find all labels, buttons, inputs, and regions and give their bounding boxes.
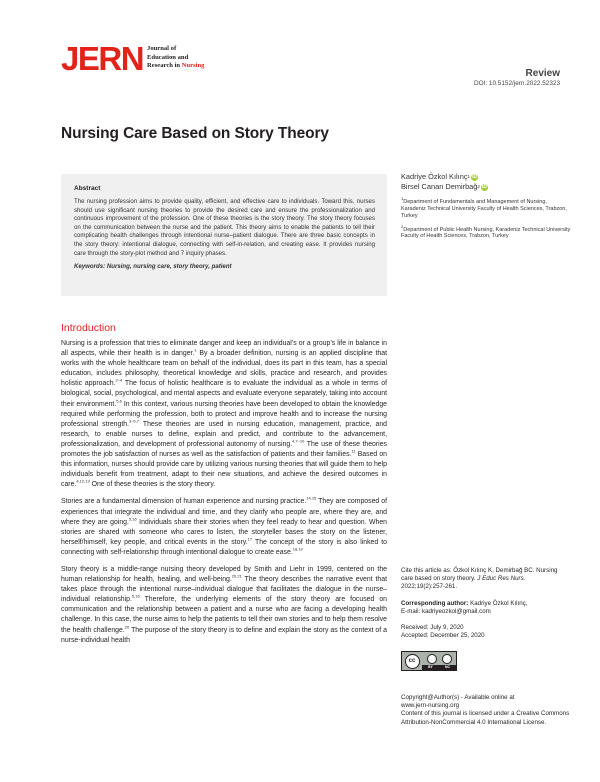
citation-ref[interactable]: 2–4 bbox=[115, 378, 123, 384]
dates-block bbox=[401, 624, 571, 640]
journal-name-line3: Research in Nursing bbox=[147, 62, 205, 70]
citation-block: Cite this article as: Özkol Kılınç K, Demirbağ BC. Nursing care based on story theory. J Educ Res Nurs. 2022;19(2):257-261. bbox=[401, 567, 558, 591]
section-heading-introduction: Introduction bbox=[61, 322, 116, 334]
cc-by-label: BY bbox=[428, 665, 433, 669]
journal-name-line1: Journal of bbox=[147, 45, 177, 52]
article-title: Nursing Care Based on Story Theory bbox=[61, 125, 329, 142]
journal-name-accent: Nursing bbox=[181, 62, 205, 70]
author-name: Birsel Canan Demirbağ bbox=[401, 182, 478, 191]
citation-ref[interactable]: 4,7–10 bbox=[292, 438, 305, 444]
website-link[interactable]: www.jern-nursing.org bbox=[401, 702, 460, 710]
citation-ref[interactable]: 20,21 bbox=[231, 573, 242, 579]
abstract-box bbox=[61, 174, 387, 296]
cc-license-badge[interactable] bbox=[401, 651, 457, 671]
citation-ref[interactable]: 17 bbox=[247, 536, 253, 542]
doi[interactable]: DOI: 10.5152/jern.2022.52323 bbox=[474, 80, 560, 87]
paragraph: Nursing is a profession that tries to eliminate danger and keep an individual’s or a group’s life in balance in all aspects, while their health is in danger.$^1$ By a broader definition, nursing is an applied discipline that works with the whole healthcare team on behalf of the individual, does its part in this team, has a special education, includes philosophy, theoretical knowledge and skills, practice and research, and provides holistic approach.$^{2-4}$ The focus of holistic healthcare is to evaluate the individual as a whole in terms of biological, social, psychological, and mental aspects and evaluate everyone separately, taking into account their environment.$^{5,6}$ In this context, various nursing theories have been developed to obtain the knowledge required while performing the profession, both to protect and improve health and to increase the nursing professional strength.$^{3-5,7}$ These theories are used in nursing education, management, practice, and research, to enable nurses to define, explain and predict, and contribute to the advancement, professionalization, and development of professional autonomy of nursing.$^{4,7-10}$ The use of these theories promotes the job satisfaction of nurses as well as the satisfaction of patients and their families.$^{11}$ Based on this information, nurses should provide care by utilizing various nursing theories that will guide them to help individuals benefit from treatment, adapt to their new situations, and achieve the desired outcomes in care.$^{4,12,13}$ One of these theories is the story theory. bbox=[61, 340, 388, 489]
received-date: Received: July 9, 2020 bbox=[401, 624, 464, 631]
orcid-icon[interactable]: iD bbox=[472, 173, 478, 180]
citation-ref[interactable]: 11 bbox=[351, 448, 356, 454]
author-2: Birsel Canan Demirbağ 2 iD bbox=[401, 182, 487, 191]
citation-ref[interactable]: 4,12,13 bbox=[76, 479, 90, 485]
author-name: Kadriye Özkol Kılınç bbox=[401, 172, 468, 181]
cc-icon: cc bbox=[405, 654, 420, 669]
citation-ref[interactable]: 1 bbox=[194, 347, 197, 353]
citation-ref[interactable]: 14,15 bbox=[306, 496, 317, 502]
corresponding-author: Corresponding author: Kadriye Özkol Kılınç, E-mail: kadriyeozkol@gmail.com bbox=[401, 600, 528, 616]
paragraph: Story theory is a middle-range nursing theory developed by Smith and Liehr in 1999, centered on the human relationship for health, healing, and well-being.$^{20,21}$ The theory describes the narrative event that takes place through the intentional nurse–individual dialogue that facilitates the dialogue in the nurse–individual relationship.$^{5,16}$ Therefore, the underlying elements of the story theory are focused on communication and the relationship between a patient and a nurse who are facing a developing health challenge. In this case, the nurse aims to help the patients to tell their own stories and to help them resolve the health challenge.$^{20}$ The purpose of the story theory is to define and explain the story as the context of a nurse-individual health bbox=[61, 565, 387, 644]
citation-ref[interactable]: 5,16 bbox=[128, 516, 137, 522]
affiliation-1: $^1$Department of Fundamentals and Management of Nursing, Karadeniz Technical University Faculty of Health Sciences, Trabzon, Turkey bbox=[401, 196, 567, 219]
abstract-heading: Abstract bbox=[74, 185, 101, 192]
author-block bbox=[401, 172, 571, 240]
orcid-icon[interactable]: iD bbox=[481, 183, 487, 190]
abstract-text: The nursing profession aims to provide quality, efficient, and effective care to individuals. Toward this, nurses should use significant nursing theories to provide the desired care and ensure the professionalization and continuous improvement of the profession. One of these theories is the story theory. The story theory focuses on the communication between the nurse and the patient. This theory aims to enable the patients to tell their complicating health challenges through intentional nurse–patient dialogue. There are three basic concepts in the story theory: intentional dialogue, connecting with self-in-relation, and creating ease. It provides nursing care through the story-plot method and 7 inquiry phases. bbox=[74, 198, 375, 257]
citation-ref[interactable]: 18,19 bbox=[292, 546, 303, 552]
journal-name bbox=[147, 45, 204, 71]
citation-ref[interactable]: 3–5,7 bbox=[128, 418, 139, 424]
article-type: Review bbox=[525, 68, 560, 79]
journal-name-line2: Education and bbox=[147, 53, 189, 61]
affiliation-2: $^2$Department of Public Health Nursing, Karadeniz Technical University Faculty of Health Sciences, Trabzon, Turkey bbox=[401, 223, 571, 240]
cc-by-person-icon bbox=[427, 654, 437, 664]
logo-mark: JERN bbox=[61, 40, 144, 77]
citation-ref[interactable]: 20 bbox=[124, 624, 130, 630]
author-1: Kadriye Özkol Kılınç 1 iD bbox=[401, 172, 478, 181]
citation-ref[interactable]: 5,16 bbox=[131, 593, 140, 599]
keywords: Keywords: Nursing, nursing care, story theory, patient bbox=[74, 263, 232, 271]
cc-nc-label: NC bbox=[445, 665, 450, 669]
license-block bbox=[401, 694, 571, 727]
accepted-date: Accepted: December 25, 2020 bbox=[401, 632, 485, 640]
citation-ref[interactable]: 5,6 bbox=[116, 398, 122, 404]
license-text: Content of this journal is licensed under a Creative Commons Attribution-NonCommercial 4.0 International License. bbox=[401, 710, 570, 726]
paragraph: Stories are a fundamental dimension of human experience and nursing practice.$^{14,15}$ They are composed of experiences that integrate the individual and time, and they clarify who people are, where they are, and where they are going.$^{5,16}$ Individuals share their stories when they feel ready to hear and question. When stories are shared with someone who cares to listen, the storyteller bases the story on the listener, herself/himself, key people, and critical events in the story.$^{17}$ The concept of the story is also linked to connecting with self-relationship through intentional dialogue to create ease.$^{18,19}$ bbox=[61, 496, 387, 556]
body-column bbox=[61, 339, 387, 653]
copyright-text: Copyright@Author(s) - Available online at bbox=[401, 694, 515, 701]
corresponding-email[interactable]: E-mail: kadriyeozkol@gmail.com bbox=[401, 608, 491, 616]
journal-logo bbox=[61, 40, 205, 77]
cc-noncommercial-icon bbox=[442, 654, 452, 664]
